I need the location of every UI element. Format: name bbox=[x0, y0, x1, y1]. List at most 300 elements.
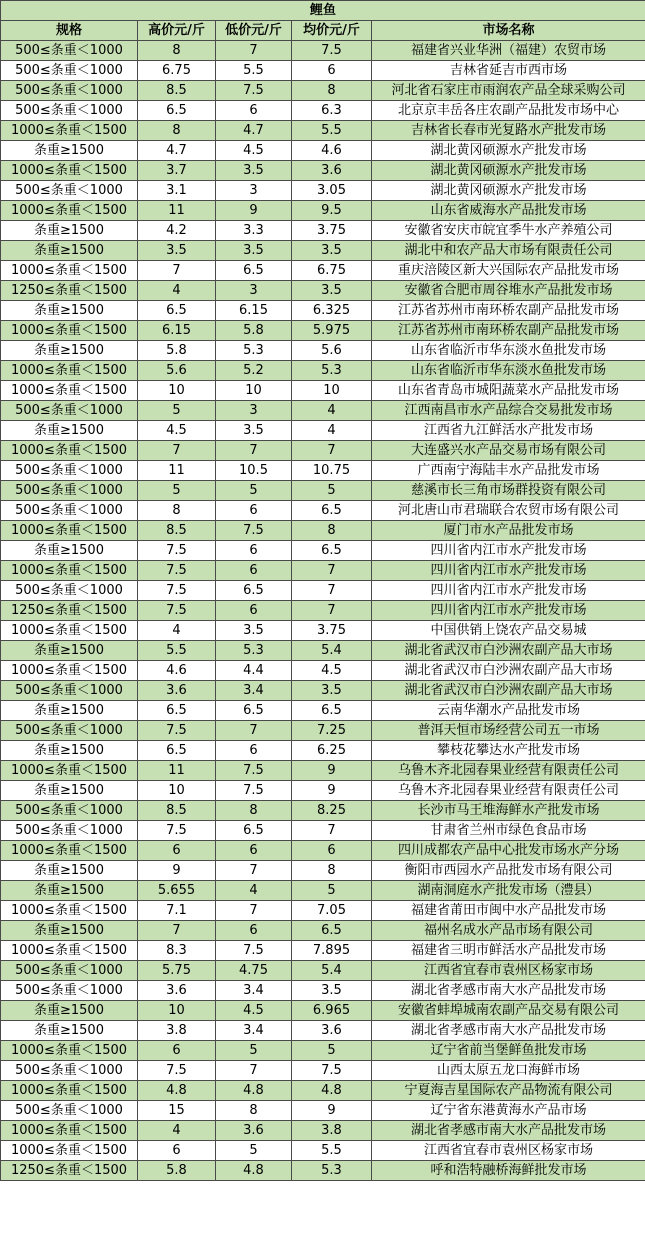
cell-spec: 条重≥1500 bbox=[1, 881, 138, 901]
table-row bbox=[1, 41, 645, 61]
table-row bbox=[1, 801, 645, 821]
cell-high-price: 5 bbox=[138, 401, 216, 421]
cell-spec: 条重≥1500 bbox=[1, 861, 138, 881]
cell-low-price: 7.5 bbox=[216, 761, 292, 781]
cell-avg-price: 4.6 bbox=[292, 141, 372, 161]
table-row bbox=[1, 381, 645, 401]
cell-market-name: 吉林省长春市光复路水产批发市场 bbox=[372, 121, 645, 141]
cell-market-name: 北京京丰岳各庄农副产品批发市场中心 bbox=[372, 101, 645, 121]
table-row bbox=[1, 201, 645, 221]
cell-market-name: 辽宁省前当堡鲜鱼批发市场 bbox=[372, 1041, 645, 1061]
cell-avg-price: 7.5 bbox=[292, 1061, 372, 1081]
cell-low-price: 6 bbox=[216, 561, 292, 581]
cell-spec: 500≤条重＜1000 bbox=[1, 801, 138, 821]
cell-spec: 1000≤条重＜1500 bbox=[1, 941, 138, 961]
cell-high-price: 8 bbox=[138, 41, 216, 61]
cell-low-price: 4.5 bbox=[216, 1001, 292, 1021]
cell-avg-price: 5.5 bbox=[292, 121, 372, 141]
cell-high-price: 3.1 bbox=[138, 181, 216, 201]
cell-high-price: 6.15 bbox=[138, 321, 216, 341]
cell-avg-price: 9 bbox=[292, 761, 372, 781]
cell-low-price: 7.5 bbox=[216, 81, 292, 101]
header-high-price: 高价元/斤 bbox=[138, 21, 216, 41]
table-row bbox=[1, 121, 645, 141]
cell-low-price: 5 bbox=[216, 481, 292, 501]
cell-avg-price: 5 bbox=[292, 481, 372, 501]
cell-spec: 条重≥1500 bbox=[1, 1001, 138, 1021]
cell-spec: 1000≤条重＜1500 bbox=[1, 201, 138, 221]
table-row bbox=[1, 621, 645, 641]
cell-high-price: 6 bbox=[138, 841, 216, 861]
cell-market-name: 安徽省蚌埠城南农副产品交易有限公司 bbox=[372, 1001, 645, 1021]
cell-low-price: 6 bbox=[216, 501, 292, 521]
table-row bbox=[1, 181, 645, 201]
cell-market-name: 衡阳市西园水产品批发市场有限公司 bbox=[372, 861, 645, 881]
cell-market-name: 江西省九江鲜活水产批发市场 bbox=[372, 421, 645, 441]
cell-market-name: 慈溪市长三角市场群投资有限公司 bbox=[372, 481, 645, 501]
cell-high-price: 7.5 bbox=[138, 601, 216, 621]
cell-high-price: 5.6 bbox=[138, 361, 216, 381]
cell-avg-price: 10 bbox=[292, 381, 372, 401]
cell-spec: 1000≤条重＜1500 bbox=[1, 661, 138, 681]
cell-avg-price: 4.8 bbox=[292, 1081, 372, 1101]
table-row bbox=[1, 281, 645, 301]
cell-avg-price: 9.5 bbox=[292, 201, 372, 221]
cell-avg-price: 5.975 bbox=[292, 321, 372, 341]
cell-market-name: 山东省青岛市城阳蔬菜水产品批发市场 bbox=[372, 381, 645, 401]
table-row bbox=[1, 61, 645, 81]
cell-high-price: 9 bbox=[138, 861, 216, 881]
cell-avg-price: 3.5 bbox=[292, 981, 372, 1001]
cell-market-name: 河北省石家庄市雨润农产品全球采购公司 bbox=[372, 81, 645, 101]
cell-low-price: 6.5 bbox=[216, 701, 292, 721]
cell-high-price: 7.5 bbox=[138, 1061, 216, 1081]
table-row bbox=[1, 461, 645, 481]
table-row bbox=[1, 341, 645, 361]
cell-high-price: 7.5 bbox=[138, 541, 216, 561]
cell-spec: 条重≥1500 bbox=[1, 301, 138, 321]
cell-high-price: 6 bbox=[138, 1041, 216, 1061]
cell-high-price: 6.75 bbox=[138, 61, 216, 81]
cell-market-name: 山东省威海水产品批发市场 bbox=[372, 201, 645, 221]
cell-low-price: 7 bbox=[216, 41, 292, 61]
cell-avg-price: 7 bbox=[292, 561, 372, 581]
cell-low-price: 5.8 bbox=[216, 321, 292, 341]
cell-low-price: 3.5 bbox=[216, 161, 292, 181]
title-row bbox=[1, 1, 645, 21]
cell-low-price: 6 bbox=[216, 601, 292, 621]
table-row bbox=[1, 441, 645, 461]
cell-low-price: 6.5 bbox=[216, 821, 292, 841]
cell-low-price: 7.5 bbox=[216, 521, 292, 541]
cell-spec: 500≤条重＜1000 bbox=[1, 181, 138, 201]
cell-spec: 1000≤条重＜1500 bbox=[1, 841, 138, 861]
cell-spec: 条重≥1500 bbox=[1, 781, 138, 801]
cell-avg-price: 6.3 bbox=[292, 101, 372, 121]
cell-avg-price: 10.75 bbox=[292, 461, 372, 481]
cell-market-name: 山东省临沂市华东淡水鱼批发市场 bbox=[372, 361, 645, 381]
cell-low-price: 5.3 bbox=[216, 641, 292, 661]
cell-high-price: 5.8 bbox=[138, 1161, 216, 1181]
cell-low-price: 7 bbox=[216, 861, 292, 881]
cell-spec: 1000≤条重＜1500 bbox=[1, 321, 138, 341]
cell-low-price: 7 bbox=[216, 901, 292, 921]
cell-low-price: 3 bbox=[216, 281, 292, 301]
table-row bbox=[1, 821, 645, 841]
cell-low-price: 6.5 bbox=[216, 261, 292, 281]
table-row bbox=[1, 661, 645, 681]
cell-spec: 500≤条重＜1000 bbox=[1, 681, 138, 701]
cell-high-price: 10 bbox=[138, 381, 216, 401]
cell-avg-price: 4 bbox=[292, 421, 372, 441]
cell-avg-price: 6.965 bbox=[292, 1001, 372, 1021]
header-low-price: 低价元/斤 bbox=[216, 21, 292, 41]
cell-low-price: 6 bbox=[216, 741, 292, 761]
cell-high-price: 11 bbox=[138, 761, 216, 781]
cell-low-price: 4.75 bbox=[216, 961, 292, 981]
table-row bbox=[1, 541, 645, 561]
cell-high-price: 8.5 bbox=[138, 521, 216, 541]
cell-avg-price: 9 bbox=[292, 1101, 372, 1121]
cell-high-price: 8.3 bbox=[138, 941, 216, 961]
table-row bbox=[1, 301, 645, 321]
cell-spec: 500≤条重＜1000 bbox=[1, 501, 138, 521]
table-row bbox=[1, 1161, 645, 1181]
cell-spec: 1000≤条重＜1500 bbox=[1, 1141, 138, 1161]
cell-market-name: 湖北黄冈硕源水产批发市场 bbox=[372, 161, 645, 181]
table-row bbox=[1, 1041, 645, 1061]
cell-low-price: 3 bbox=[216, 181, 292, 201]
cell-spec: 1000≤条重＜1500 bbox=[1, 1081, 138, 1101]
table-row bbox=[1, 641, 645, 661]
cell-low-price: 4.5 bbox=[216, 141, 292, 161]
cell-low-price: 4.4 bbox=[216, 661, 292, 681]
table-row bbox=[1, 901, 645, 921]
cell-spec: 1000≤条重＜1500 bbox=[1, 621, 138, 641]
cell-spec: 500≤条重＜1000 bbox=[1, 101, 138, 121]
table-row bbox=[1, 941, 645, 961]
cell-high-price: 11 bbox=[138, 201, 216, 221]
cell-avg-price: 3.6 bbox=[292, 161, 372, 181]
cell-high-price: 7.5 bbox=[138, 561, 216, 581]
cell-avg-price: 7 bbox=[292, 581, 372, 601]
cell-high-price: 4.8 bbox=[138, 1081, 216, 1101]
table-row bbox=[1, 1001, 645, 1021]
cell-market-name: 吉林省延吉市西市场 bbox=[372, 61, 645, 81]
cell-spec: 500≤条重＜1000 bbox=[1, 821, 138, 841]
cell-market-name: 乌鲁木齐北园春果业经营有限责任公司 bbox=[372, 761, 645, 781]
cell-avg-price: 3.75 bbox=[292, 221, 372, 241]
cell-market-name: 山西太原五龙口海鲜市场 bbox=[372, 1061, 645, 1081]
cell-avg-price: 3.6 bbox=[292, 1021, 372, 1041]
header-market-name: 市场名称 bbox=[372, 21, 645, 41]
cell-market-name: 江西南昌市水产品综合交易批发市场 bbox=[372, 401, 645, 421]
cell-high-price: 8.5 bbox=[138, 81, 216, 101]
cell-spec: 1000≤条重＜1500 bbox=[1, 521, 138, 541]
cell-high-price: 3.5 bbox=[138, 241, 216, 261]
cell-market-name: 福建省三明市鲜活水产品批发市场 bbox=[372, 941, 645, 961]
cell-avg-price: 5.3 bbox=[292, 361, 372, 381]
cell-high-price: 3.7 bbox=[138, 161, 216, 181]
cell-spec: 条重≥1500 bbox=[1, 1021, 138, 1041]
cell-spec: 500≤条重＜1000 bbox=[1, 81, 138, 101]
cell-high-price: 5.75 bbox=[138, 961, 216, 981]
cell-spec: 条重≥1500 bbox=[1, 141, 138, 161]
table-row bbox=[1, 1061, 645, 1081]
cell-market-name: 湖北黄冈硕源水产批发市场 bbox=[372, 141, 645, 161]
cell-spec: 1000≤条重＜1500 bbox=[1, 261, 138, 281]
table-row bbox=[1, 761, 645, 781]
cell-low-price: 4 bbox=[216, 881, 292, 901]
cell-market-name: 山东省临沂市华东淡水鱼批发市场 bbox=[372, 341, 645, 361]
cell-spec: 条重≥1500 bbox=[1, 741, 138, 761]
table-row bbox=[1, 741, 645, 761]
cell-spec: 500≤条重＜1000 bbox=[1, 981, 138, 1001]
cell-avg-price: 6.325 bbox=[292, 301, 372, 321]
cell-spec: 500≤条重＜1000 bbox=[1, 401, 138, 421]
header-spec: 规格 bbox=[1, 21, 138, 41]
cell-spec: 500≤条重＜1000 bbox=[1, 481, 138, 501]
cell-market-name: 湖北省武汉市白沙洲农副产品大市场 bbox=[372, 661, 645, 681]
cell-high-price: 15 bbox=[138, 1101, 216, 1121]
table-row bbox=[1, 1121, 645, 1141]
cell-high-price: 5.8 bbox=[138, 341, 216, 361]
cell-low-price: 3.6 bbox=[216, 1121, 292, 1141]
cell-high-price: 3.6 bbox=[138, 681, 216, 701]
cell-spec: 500≤条重＜1000 bbox=[1, 581, 138, 601]
cell-avg-price: 7 bbox=[292, 441, 372, 461]
table-row bbox=[1, 221, 645, 241]
table-row bbox=[1, 581, 645, 601]
cell-low-price: 5 bbox=[216, 1141, 292, 1161]
cell-spec: 500≤条重＜1000 bbox=[1, 721, 138, 741]
cell-low-price: 3.5 bbox=[216, 421, 292, 441]
cell-low-price: 6.15 bbox=[216, 301, 292, 321]
cell-low-price: 6 bbox=[216, 101, 292, 121]
table-row bbox=[1, 841, 645, 861]
table-row bbox=[1, 261, 645, 281]
cell-avg-price: 3.05 bbox=[292, 181, 372, 201]
cell-avg-price: 7.5 bbox=[292, 41, 372, 61]
cell-market-name: 四川省内江市水产批发市场 bbox=[372, 561, 645, 581]
cell-high-price: 4 bbox=[138, 1121, 216, 1141]
cell-high-price: 7.5 bbox=[138, 721, 216, 741]
cell-avg-price: 6.5 bbox=[292, 501, 372, 521]
cell-spec: 1000≤条重＜1500 bbox=[1, 901, 138, 921]
cell-market-name: 宁夏海吉星国际农产品物流有限公司 bbox=[372, 1081, 645, 1101]
table-row bbox=[1, 1081, 645, 1101]
cell-market-name: 云南华潮水产品批发市场 bbox=[372, 701, 645, 721]
cell-avg-price: 7.895 bbox=[292, 941, 372, 961]
cell-market-name: 湖北黄冈硕源水产批发市场 bbox=[372, 181, 645, 201]
cell-market-name: 江苏省苏州市南环桥农副产品批发市场 bbox=[372, 301, 645, 321]
cell-high-price: 6 bbox=[138, 1141, 216, 1161]
cell-market-name: 四川省内江市水产批发市场 bbox=[372, 541, 645, 561]
cell-low-price: 8 bbox=[216, 1101, 292, 1121]
cell-high-price: 8 bbox=[138, 121, 216, 141]
header-row bbox=[1, 21, 645, 41]
table-title: 鲤鱼 bbox=[1, 1, 645, 21]
cell-market-name: 湖北省孝感市南大水产品批发市场 bbox=[372, 1121, 645, 1141]
table-row bbox=[1, 141, 645, 161]
cell-market-name: 重庆涪陵区新大兴国际农产品批发市场 bbox=[372, 261, 645, 281]
cell-avg-price: 7 bbox=[292, 601, 372, 621]
cell-high-price: 7.5 bbox=[138, 821, 216, 841]
cell-market-name: 江苏省苏州市南环桥农副产品批发市场 bbox=[372, 321, 645, 341]
cell-spec: 条重≥1500 bbox=[1, 701, 138, 721]
cell-avg-price: 3.8 bbox=[292, 1121, 372, 1141]
cell-avg-price: 3.5 bbox=[292, 281, 372, 301]
table-row bbox=[1, 81, 645, 101]
table-row bbox=[1, 421, 645, 441]
cell-market-name: 四川省内江市水产批发市场 bbox=[372, 581, 645, 601]
cell-market-name: 大连盛兴水产品交易市场有限公司 bbox=[372, 441, 645, 461]
cell-low-price: 7.5 bbox=[216, 781, 292, 801]
cell-spec: 条重≥1500 bbox=[1, 641, 138, 661]
table-row bbox=[1, 721, 645, 741]
cell-market-name: 福建省兴业华洲（福建）农贸市场 bbox=[372, 41, 645, 61]
cell-avg-price: 7 bbox=[292, 821, 372, 841]
cell-market-name: 长沙市马王堆海鲜水产批发市场 bbox=[372, 801, 645, 821]
table-row bbox=[1, 101, 645, 121]
table-row bbox=[1, 561, 645, 581]
cell-market-name: 呼和浩特融桥海鲜批发市场 bbox=[372, 1161, 645, 1181]
cell-avg-price: 9 bbox=[292, 781, 372, 801]
cell-spec: 1250≤条重＜1500 bbox=[1, 281, 138, 301]
cell-high-price: 4.6 bbox=[138, 661, 216, 681]
cell-spec: 500≤条重＜1000 bbox=[1, 1061, 138, 1081]
cell-spec: 1000≤条重＜1500 bbox=[1, 561, 138, 581]
cell-high-price: 4 bbox=[138, 621, 216, 641]
table-row bbox=[1, 481, 645, 501]
cell-low-price: 5.2 bbox=[216, 361, 292, 381]
cell-avg-price: 6.5 bbox=[292, 921, 372, 941]
cell-market-name: 甘肃省兰州市绿色食品市场 bbox=[372, 821, 645, 841]
table-row bbox=[1, 501, 645, 521]
cell-avg-price: 6.25 bbox=[292, 741, 372, 761]
cell-high-price: 5 bbox=[138, 481, 216, 501]
cell-spec: 1000≤条重＜1500 bbox=[1, 1121, 138, 1141]
cell-low-price: 6 bbox=[216, 541, 292, 561]
cell-market-name: 湖北省武汉市白沙洲农副产品大市场 bbox=[372, 641, 645, 661]
cell-low-price: 3.3 bbox=[216, 221, 292, 241]
cell-high-price: 5.5 bbox=[138, 641, 216, 661]
cell-high-price: 7 bbox=[138, 261, 216, 281]
table-row bbox=[1, 361, 645, 381]
cell-market-name: 攀枝花攀达水产批发市场 bbox=[372, 741, 645, 761]
cell-market-name: 河北唐山市君瑞联合农贸市场有限公司 bbox=[372, 501, 645, 521]
cell-high-price: 4.7 bbox=[138, 141, 216, 161]
cell-spec: 1000≤条重＜1500 bbox=[1, 761, 138, 781]
cell-avg-price: 5.6 bbox=[292, 341, 372, 361]
cell-high-price: 11 bbox=[138, 461, 216, 481]
cell-spec: 条重≥1500 bbox=[1, 221, 138, 241]
cell-low-price: 6 bbox=[216, 841, 292, 861]
cell-market-name: 福州名成水产品市场有限公司 bbox=[372, 921, 645, 941]
cell-market-name: 湖北中和农产品大市场有限责任公司 bbox=[372, 241, 645, 261]
cell-low-price: 7.5 bbox=[216, 941, 292, 961]
cell-spec: 1000≤条重＜1500 bbox=[1, 441, 138, 461]
cell-avg-price: 8 bbox=[292, 861, 372, 881]
cell-market-name: 广西南宁海陆丰水产品批发市场 bbox=[372, 461, 645, 481]
cell-low-price: 4.7 bbox=[216, 121, 292, 141]
cell-avg-price: 5 bbox=[292, 881, 372, 901]
cell-low-price: 3.4 bbox=[216, 681, 292, 701]
cell-low-price: 6 bbox=[216, 921, 292, 941]
cell-low-price: 7 bbox=[216, 1061, 292, 1081]
cell-high-price: 3.6 bbox=[138, 981, 216, 1001]
cell-avg-price: 5.5 bbox=[292, 1141, 372, 1161]
cell-low-price: 4.8 bbox=[216, 1081, 292, 1101]
table-row bbox=[1, 961, 645, 981]
cell-avg-price: 7.05 bbox=[292, 901, 372, 921]
cell-avg-price: 5.4 bbox=[292, 641, 372, 661]
cell-market-name: 湖南洞庭水产批发市场（澧县） bbox=[372, 881, 645, 901]
table-row bbox=[1, 161, 645, 181]
table-row bbox=[1, 781, 645, 801]
table-row bbox=[1, 321, 645, 341]
cell-avg-price: 7.25 bbox=[292, 721, 372, 741]
cell-avg-price: 4 bbox=[292, 401, 372, 421]
cell-spec: 条重≥1500 bbox=[1, 541, 138, 561]
table-row bbox=[1, 921, 645, 941]
cell-market-name: 湖北省孝感市南大水产品批发市场 bbox=[372, 1021, 645, 1041]
cell-market-name: 湖北省武汉市白沙洲农副产品大市场 bbox=[372, 681, 645, 701]
cell-spec: 条重≥1500 bbox=[1, 921, 138, 941]
cell-spec: 1000≤条重＜1500 bbox=[1, 361, 138, 381]
cell-spec: 500≤条重＜1000 bbox=[1, 961, 138, 981]
table-row bbox=[1, 1141, 645, 1161]
cell-spec: 1250≤条重＜1500 bbox=[1, 1161, 138, 1181]
cell-low-price: 3.4 bbox=[216, 1021, 292, 1041]
table-row bbox=[1, 981, 645, 1001]
cell-spec: 1000≤条重＜1500 bbox=[1, 121, 138, 141]
cell-avg-price: 6.5 bbox=[292, 701, 372, 721]
cell-high-price: 8 bbox=[138, 501, 216, 521]
cell-low-price: 9 bbox=[216, 201, 292, 221]
cell-avg-price: 6.75 bbox=[292, 261, 372, 281]
cell-high-price: 8.5 bbox=[138, 801, 216, 821]
cell-market-name: 乌鲁木齐北园春果业经营有限责任公司 bbox=[372, 781, 645, 801]
cell-spec: 1000≤条重＜1500 bbox=[1, 1041, 138, 1061]
cell-high-price: 4.5 bbox=[138, 421, 216, 441]
cell-low-price: 5.5 bbox=[216, 61, 292, 81]
cell-high-price: 4.2 bbox=[138, 221, 216, 241]
cell-spec: 1000≤条重＜1500 bbox=[1, 161, 138, 181]
cell-low-price: 8 bbox=[216, 801, 292, 821]
cell-avg-price: 3.75 bbox=[292, 621, 372, 641]
cell-high-price: 7.5 bbox=[138, 581, 216, 601]
cell-high-price: 7 bbox=[138, 441, 216, 461]
cell-market-name: 安徽省合肥市周谷堆水产品批发市场 bbox=[372, 281, 645, 301]
table-row bbox=[1, 1021, 645, 1041]
cell-market-name: 湖北省孝感市南大水产品批发市场 bbox=[372, 981, 645, 1001]
cell-low-price: 4.8 bbox=[216, 1161, 292, 1181]
cell-low-price: 7 bbox=[216, 441, 292, 461]
cell-low-price: 3 bbox=[216, 401, 292, 421]
cell-market-name: 辽宁省东港黄海水产品市场 bbox=[372, 1101, 645, 1121]
cell-spec: 500≤条重＜1000 bbox=[1, 41, 138, 61]
table-row bbox=[1, 1101, 645, 1121]
cell-spec: 条重≥1500 bbox=[1, 421, 138, 441]
cell-high-price: 5.655 bbox=[138, 881, 216, 901]
cell-high-price: 7 bbox=[138, 921, 216, 941]
cell-market-name: 安徽省安庆市皖宜季牛水产养殖公司 bbox=[372, 221, 645, 241]
cell-spec: 1250≤条重＜1500 bbox=[1, 601, 138, 621]
cell-high-price: 7.1 bbox=[138, 901, 216, 921]
cell-avg-price: 8 bbox=[292, 81, 372, 101]
cell-high-price: 10 bbox=[138, 1001, 216, 1021]
